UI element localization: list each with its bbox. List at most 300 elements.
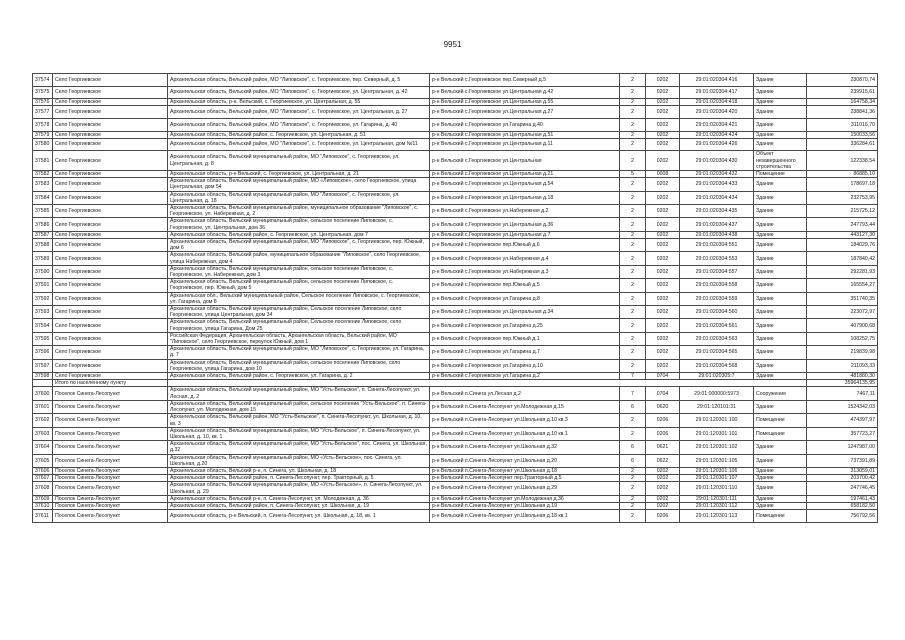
address-cell: Архангельская область, Вельский р-н, п. Синега-Лесопункт, ул. Молодежная, д. 36 [168, 495, 430, 502]
short-address-cell: р-н Вельский с.Георгиевское пер.Южный д.6 [430, 239, 620, 252]
row-number: 37590 [33, 265, 53, 278]
cadastral-value-cell: 108252,75 [807, 332, 878, 345]
address-cell: Архангельская область, Вельский район, МО "Липовское", с. Георгиевское, пер. Северный, д. 5 [168, 74, 430, 87]
row-number: 37605 [33, 454, 53, 467]
cadastral-value-cell: 481880,30 [807, 373, 878, 380]
cadastral-number-cell: 29:01:120301:106 [680, 467, 754, 474]
group-code-cell: 2 [620, 332, 646, 345]
cadastral-number-cell: 29:01:020304:559 [680, 292, 754, 305]
cadastral-value-cell: 351740,35 [807, 292, 878, 305]
object-type-cell: Здание [754, 265, 807, 278]
row-number: 37593 [33, 306, 53, 319]
address-cell: Архангельская область, р-н Вельский, п. Синега-Лесопункт, ул. Школьная, д. 18, кв. 1 [168, 510, 430, 523]
object-type-cell: Здание [754, 454, 807, 467]
table-row [33, 467, 878, 474]
address-cell: Архангельская область, Вельский район, МО "Усть-Вельское", п. Синега-Лесопункт, ул. Школьная, д. 10, кв. 3 [168, 414, 430, 427]
cadastral-number-cell: 29:01:000000:5973 [680, 387, 754, 400]
cadastral-number-cell: 29:01:120301:102 [680, 441, 754, 454]
cadastral-number-cell: 29:01:120101:31 [680, 400, 754, 413]
subtotal-label: Итого по населенному пункту [53, 380, 168, 387]
group-code-cell: 2 [620, 482, 646, 495]
settlement-cell: Поселок Синега-Лесопункт [53, 475, 168, 482]
table-row [33, 441, 878, 454]
settlement-cell: Село Георгиевское [53, 359, 168, 372]
settlement-cell: Село Георгиевское [53, 279, 168, 292]
cadastral-value-cell: 756792,56 [807, 510, 878, 523]
table-row [33, 239, 878, 252]
row-number: 37585 [33, 205, 53, 218]
object-type-cell: Здание [754, 131, 807, 138]
address-cell: Архангельская область, Вельский муниципальный район, МО "Усть-Вельское", п. Синега-Лесопункт, ул. Школьная, д. 10, кв. 1 [168, 427, 430, 440]
address-cell: Архангельская область, Вельский район, п. Синега-Лесопункт, ул. Школьная, д. 19 [168, 502, 430, 509]
table-row [33, 151, 878, 171]
object-type-cell: Здание [754, 178, 807, 191]
type-code-cell: 0202 [646, 467, 680, 474]
cadastral-value-cell: 223072,97 [807, 306, 878, 319]
settlement-cell: Село Георгиевское [53, 118, 168, 131]
address-cell: Архангельская область, Вельский муниципальный район, МО "Усть-Вельское", п. Синега-Лесопункт, ул. Лесная, д. 2 [168, 387, 430, 400]
short-address-cell: р-н Вельский с.Георгиевское ул.Центральная д.54 [430, 178, 620, 191]
settlement-cell: Село Георгиевское [53, 265, 168, 278]
cadastral-value-cell: 474397,97 [807, 414, 878, 427]
group-code-cell: 2 [620, 427, 646, 440]
settlement-cell: Село Георгиевское [53, 231, 168, 238]
object-type-cell: Здание [754, 279, 807, 292]
short-address-cell: р-н Вельский с.Георгиевское пер.Южный д.1 [430, 332, 620, 345]
type-code-cell: 0704 [646, 373, 680, 380]
table-row [33, 454, 878, 467]
type-code-cell: 0202 [646, 319, 680, 332]
short-address-cell: р-н Вельский с.Георгиевское ул.Набережная д.2 [430, 205, 620, 218]
row-number: 37576 [33, 99, 53, 106]
address-cell: Архангельская область, Вельский муниципальный район, МО «Липовское», село Георгиевское, улица Центральная, дом 54 [168, 178, 430, 191]
object-type-cell: Здание [754, 106, 807, 119]
cadastral-number-cell: 29:01:020304:560 [680, 306, 754, 319]
table-row [33, 131, 878, 138]
type-code-cell: 0621 [646, 441, 680, 454]
group-code-cell: 2 [620, 99, 646, 106]
table-row [33, 346, 878, 359]
object-type-cell: Здание [754, 292, 807, 305]
object-type-cell: Здание [754, 359, 807, 372]
group-code-cell: 2 [620, 151, 646, 171]
address-cell: Архангельская область, Вельский муниципальный район, МО "Липовское", с. Георгиевское, пер. Южный, дом 6 [168, 239, 430, 252]
cadastral-value-cell: 211093,33 [807, 359, 878, 372]
short-address-cell: р-н Вельский п.Синега-Лесопункт ул.Школьная д.19 [430, 502, 620, 509]
cadastral-value-cell: 178697,18 [807, 178, 878, 191]
type-code-cell: 0622 [646, 454, 680, 467]
short-address-cell: р-н Вельский с.Георгиевское ул.Центральная д.55 [430, 99, 620, 106]
registry-table [32, 73, 878, 523]
cadastral-value-cell: 658182,50 [807, 502, 878, 509]
settlement-cell: Поселок Синега-Лесопункт [53, 427, 168, 440]
group-code-cell: 2 [620, 306, 646, 319]
type-code-cell: 0202 [646, 106, 680, 119]
short-address-cell: р-н Вельский с.Георгиевское ул.Гагарина д.40 [430, 118, 620, 131]
row-number: 37588 [33, 239, 53, 252]
short-address-cell: р-н Вельский п.Синега-Лесопункт ул.Школьная д.10 кв.1 [430, 427, 620, 440]
table-row [33, 373, 878, 380]
address-cell: Архангельская область, Вельский муниципальный район, сельское поселение Липовское, с. Георгиевское, ул. Центральная, дом 36 [168, 218, 430, 231]
cadastral-number-cell: 29:01:020304:421 [680, 118, 754, 131]
row-number: 37596 [33, 346, 53, 359]
table-row [33, 178, 878, 191]
group-code-cell: 6 [620, 441, 646, 454]
type-code-cell: 0202 [646, 205, 680, 218]
table-row [33, 482, 878, 495]
table-row [33, 265, 878, 278]
group-code-cell: 2 [620, 218, 646, 231]
row-number: 37589 [33, 252, 53, 265]
cadastral-number-cell: 29:01:120301:100 [680, 414, 754, 427]
settlement-cell: Село Георгиевское [53, 106, 168, 119]
type-code-cell: 0202 [646, 191, 680, 204]
group-code-cell: 2 [620, 239, 646, 252]
cadastral-value-cell: 292281,93 [807, 265, 878, 278]
address-cell: Архангельская область, Вельский район, с. Георгиевское, ул. Гагарина, д. 2 [168, 373, 430, 380]
cadastral-number-cell: 29:01:020304:434 [680, 191, 754, 204]
table-row [33, 400, 878, 413]
row-number: 37601 [33, 400, 53, 413]
object-type-cell: Здание [754, 400, 807, 413]
row-number: 37581 [33, 151, 53, 171]
address-cell: Архангельская область, Вельский район, с. Георгиевское, ул. Центральная, дом 7 [168, 231, 430, 238]
table-row [33, 292, 878, 305]
row-number: 37606 [33, 467, 53, 474]
type-code-cell: 0704 [646, 387, 680, 400]
table-row [33, 118, 878, 131]
group-code-cell: 2 [620, 279, 646, 292]
address-cell: Архангельская область, Вельский муниципальный район, МО "Липовское", с. Георгиевское, ул. Центральная, д. 8 [168, 151, 430, 171]
type-code-cell: 0202 [646, 346, 680, 359]
settlement-cell: Село Георгиевское [53, 86, 168, 99]
object-type-cell: Здание [754, 86, 807, 99]
cadastral-number-cell: 29:01:020304:424 [680, 131, 754, 138]
row-number: 37579 [33, 131, 53, 138]
cadastral-number-cell: 29:01:020304:430 [680, 151, 754, 171]
short-address-cell: р-н Вельский с.Георгиевское ул.Гагарина д.2 [430, 373, 620, 380]
short-address-cell: р-н Вельский с.Георгиевское ул.Набережная д.3 [430, 265, 620, 278]
short-address-cell: р-н Вельский п.Синега-Лесопункт ул.Молодежная д.15 [430, 400, 620, 413]
cadastral-number-cell: 29:01:020304:417 [680, 86, 754, 99]
row-number: 37594 [33, 319, 53, 332]
address-cell: Архангельская область, Вельский муниципальный район, сельское поселение Липовское, село Георгиевское, улица Гагарина, дом 10 [168, 359, 430, 372]
group-code-cell: 2 [620, 131, 646, 138]
group-code-cell: 2 [620, 191, 646, 204]
cadastral-number-cell: 29:01:020304:553 [680, 252, 754, 265]
cadastral-number-cell: 29:01:020304:416 [680, 74, 754, 87]
cadastral-number-cell: 29:01:020304:557 [680, 265, 754, 278]
row-number: 37598 [33, 373, 53, 380]
type-code-cell: 0202 [646, 306, 680, 319]
cadastral-value-cell: 203700,42 [807, 475, 878, 482]
cadastral-number-cell: 29:01:020304:432 [680, 170, 754, 177]
type-code-cell: 0202 [646, 292, 680, 305]
table-row [33, 86, 878, 99]
object-type-cell: Объект незавершенного строительства [754, 151, 807, 171]
table-row [33, 170, 878, 177]
address-cell: Архангельская область, Вельский муниципальный район, МО "Липовское", с. Георгиевское, ул. Центральная, д. 18 [168, 191, 430, 204]
settlement-cell: Село Георгиевское [53, 191, 168, 204]
cadastral-value-cell: 1247987,00 [807, 441, 878, 454]
settlement-cell: Поселок Синега-Лесопункт [53, 467, 168, 474]
group-code-cell: 2 [620, 502, 646, 509]
type-code-cell: 0202 [646, 231, 680, 238]
cadastral-value-cell: 238841,36 [807, 106, 878, 119]
cadastral-number-cell: 29:01:020304:420 [680, 106, 754, 119]
settlement-cell: Поселок Синега-Лесопункт [53, 510, 168, 523]
address-cell: Архангельская область, р-н Вельский, с. Георгиевское, ул. Центральная, д. 21 [168, 170, 430, 177]
object-type-cell: Помещение [754, 170, 807, 177]
cadastral-value-cell: 1524342,03 [807, 400, 878, 413]
short-address-cell: р-н Вельский с.Георгиевское ул.Гагарина д.7 [430, 346, 620, 359]
group-code-cell: 7 [620, 373, 646, 380]
cadastral-value-cell: 247793,44 [807, 218, 878, 231]
object-type-cell: Здание [754, 373, 807, 380]
type-code-cell: 0202 [646, 99, 680, 106]
object-type-cell: Сооружение [754, 387, 807, 400]
group-code-cell: 2 [620, 510, 646, 523]
row-number: 37595 [33, 332, 53, 345]
row-number: 37604 [33, 441, 53, 454]
settlement-cell: Село Георгиевское [53, 292, 168, 305]
table-row [33, 495, 878, 502]
object-type-cell: Здание [754, 475, 807, 482]
object-type-cell: Здание [754, 319, 807, 332]
row-number: 37611 [33, 510, 53, 523]
cadastral-number-cell: 29:01:020304:565 [680, 346, 754, 359]
address-cell: Архангельская область, Вельский муниципальный район, МО «Усть-Вельское», п. Синега-Лесопункт, ул. Школьная, д. 29 [168, 482, 430, 495]
object-type-cell: Здание [754, 218, 807, 231]
row-number: 37607 [33, 475, 53, 482]
row-number: 37577 [33, 106, 53, 119]
object-type-cell: Помещение [754, 510, 807, 523]
cadastral-value-cell: 184029,76 [807, 239, 878, 252]
cadastral-number-cell: 29:01:020304:437 [680, 218, 754, 231]
settlement-cell: Село Георгиевское [53, 131, 168, 138]
address-cell: Архангельская область, р-н. Вельский, с. Георгиевское, ул. Центральная, д. 55 [168, 99, 430, 106]
cadastral-number-cell: 29:01:120301:107 [680, 475, 754, 482]
object-type-cell: Здание [754, 482, 807, 495]
table-row [33, 319, 878, 332]
cadastral-number-cell: 29:01:120301:112 [680, 502, 754, 509]
row-number: 37597 [33, 359, 53, 372]
table-row [33, 387, 878, 400]
address-cell: Архангельская область, Вельский муниципальный район, Сельское поселение Липовское, село Георгиевское, улица Центральная, дом 34 [168, 306, 430, 319]
short-address-cell: р-н Вельский с.Георгиевское ул.Центральная д.42 [430, 86, 620, 99]
row-number: 37587 [33, 231, 53, 238]
group-code-cell: 2 [620, 178, 646, 191]
address-cell: Архангельская область, Вельский муниципальный район, МО "Усть-Вельское", пос. Синега, ул. Школьная, д.32 [168, 441, 430, 454]
settlement-cell: Село Георгиевское [53, 74, 168, 87]
table-row [33, 99, 878, 106]
settlement-cell: Село Георгиевское [53, 252, 168, 265]
type-code-cell: 0620 [646, 400, 680, 413]
short-address-cell: р-н Вельский с.Георгиевское ул.Гагарина д.10 [430, 359, 620, 372]
address-cell: Архангельская область, Вельский район, МО "Липовское", с. Георгиевское, ул. Центральная, д. 42 [168, 86, 430, 99]
group-code-cell: 2 [620, 495, 646, 502]
settlement-cell: Поселок Синега-Лесопункт [53, 400, 168, 413]
group-code-cell: 2 [620, 252, 646, 265]
group-code-cell: 6 [620, 400, 646, 413]
settlement-cell: Село Георгиевское [53, 306, 168, 319]
cadastral-value-cell: 357723,27 [807, 427, 878, 440]
cadastral-number-cell: 29:01:020304:426 [680, 138, 754, 151]
type-code-cell: 0202 [646, 359, 680, 372]
cadastral-value-cell: 247746,45 [807, 482, 878, 495]
address-cell: Архангельская область, Вельский муниципальный район, сельское поселение Липовское, с. Георгиевское, пер. Южный, дом 5 [168, 279, 430, 292]
group-code-cell: 2 [620, 346, 646, 359]
row-number: 37609 [33, 495, 53, 502]
table-row [33, 359, 878, 372]
type-code-cell: 0202 [646, 178, 680, 191]
object-type-cell: Здание [754, 306, 807, 319]
settlement-cell: Село Георгиевское [53, 178, 168, 191]
short-address-cell: р-н Вельский п.Синега-Лесопункт пер.Тракторный д.5 [430, 475, 620, 482]
cadastral-number-cell: 29:01:020304:568 [680, 359, 754, 372]
table-row [33, 218, 878, 231]
table-row [33, 74, 878, 87]
object-type-cell: Здание [754, 205, 807, 218]
cadastral-number-cell: 29:01:020304:435 [680, 205, 754, 218]
settlement-cell: Село Георгиевское [53, 239, 168, 252]
row-number: 37602 [33, 414, 53, 427]
table-row [33, 231, 878, 238]
type-code-cell: 0202 [646, 475, 680, 482]
settlement-cell: Поселок Синега-Лесопункт [53, 495, 168, 502]
address-cell: Архангельская область, Вельский муниципальный район, МО «Усть-Вельское», пос. Синега, ул. Школьная, д.20 [168, 454, 430, 467]
short-address-cell: р-н Вельский с.Георгиевское пер.Южный д.5 [430, 279, 620, 292]
short-address-cell: р-н Вельский п.Синега-Лесопункт ул.Школьная д.18 кв.1 [430, 510, 620, 523]
address-cell: Архангельская область, Вельский муниципальный район, сельское поселение "Усть-Вельское", п. Синега-Лесопункт, ул. Молодежная, дом 15 [168, 400, 430, 413]
type-code-cell: 0206 [646, 427, 680, 440]
row-number: 37591 [33, 279, 53, 292]
short-address-cell: р-н Вельский п.Синега-Лесопункт ул.Школьная д.29 [430, 482, 620, 495]
cadastral-number-cell: 29:01:120301:111 [680, 495, 754, 502]
short-address-cell: р-н Вельский с.Георгиевское ул.Центральная д.27 [430, 106, 620, 119]
row-number: 37580 [33, 138, 53, 151]
type-code-cell: 0202 [646, 279, 680, 292]
type-code-cell: 0202 [646, 151, 680, 171]
cadastral-number-cell: 29:01:020304:433 [680, 178, 754, 191]
cadastral-value-cell: 232753,95 [807, 191, 878, 204]
settlement-cell: Село Георгиевское [53, 319, 168, 332]
settlement-cell: Поселок Синега-Лесопункт [53, 387, 168, 400]
settlement-cell: Село Георгиевское [53, 373, 168, 380]
row-number: 37600 [33, 387, 53, 400]
settlement-cell: Село Георгиевское [53, 205, 168, 218]
object-type-cell: Помещение [754, 427, 807, 440]
short-address-cell: р-н Вельский п.Синега ул.Лесная д.2 [430, 387, 620, 400]
object-type-cell: Здание [754, 346, 807, 359]
cadastral-value-cell: 239915,61 [807, 86, 878, 99]
address-cell: Архангельская область, Вельский район, п. Синега-Лесопункт, пер. Тракторный, д. 5 [168, 475, 430, 482]
table-row [33, 279, 878, 292]
cadastral-value-cell: 165554,27 [807, 279, 878, 292]
settlement-cell: Село Георгиевское [53, 218, 168, 231]
row-number: 37578 [33, 118, 53, 131]
page-number: 9951 [443, 40, 462, 49]
table-row [33, 475, 878, 482]
table-row [33, 138, 878, 151]
cadastral-value-cell: 336284,61 [807, 138, 878, 151]
table-row [33, 205, 878, 218]
address-cell: Архангельская область, Вельский р-н, п. Синега, ул. Школьная, д. 18 [168, 467, 430, 474]
settlement-cell: Поселок Синега-Лесопункт [53, 414, 168, 427]
type-code-cell: 0202 [646, 265, 680, 278]
object-type-cell: Здание [754, 138, 807, 151]
cadastral-number-cell: 29:01:120301:113 [680, 510, 754, 523]
short-address-cell: р-н Вельский с.Георгиевское ул.Центральная д.11 [430, 138, 620, 151]
cadastral-value-cell: 230870,74 [807, 74, 878, 87]
type-code-cell: 0202 [646, 332, 680, 345]
cadastral-value-cell: 443127,30 [807, 231, 878, 238]
object-type-cell: Помещение [754, 414, 807, 427]
subtotal-value: 35964135,95 [807, 380, 878, 387]
type-code-cell: 0202 [646, 138, 680, 151]
cadastral-value-cell: 150033,56 [807, 131, 878, 138]
object-type-cell: Здание [754, 118, 807, 131]
cadastral-value-cell: 313059,01 [807, 467, 878, 474]
group-code-cell: 2 [620, 118, 646, 131]
table-row [33, 252, 878, 265]
address-cell: Архангельская область, Вельский район, муниципальное образование "Липовское", село Георгиевское, улица Набережная, дом 4 [168, 252, 430, 265]
address-cell: Архангельская область, Вельский муниципальный район, МО "Липовское", с. Георгиевское, ул. Гагарина, д. 7 [168, 346, 430, 359]
short-address-cell: р-н Вельский с.Георгиевское пер.Северный д.5 [430, 74, 620, 87]
short-address-cell: р-н Вельский с.Георгиевское ул.Центральная [430, 151, 620, 171]
short-address-cell: р-н Вельский с.Георгиевское ул.Центральная д.7 [430, 231, 620, 238]
short-address-cell: р-н Вельский с.Георгиевское ул.Центральная д.51 [430, 131, 620, 138]
short-address-cell: р-н Вельский с.Георгиевское ул.Гагарина д.25 [430, 319, 620, 332]
cadastral-value-cell: 407900,68 [807, 319, 878, 332]
cadastral-number-cell: 29:01:020304:561 [680, 319, 754, 332]
row-number: 37608 [33, 482, 53, 495]
short-address-cell: р-н Вельский п.Синега-Лесопункт ул.Школьная д.20 [430, 454, 620, 467]
cadastral-value-cell: 215725,12 [807, 205, 878, 218]
subtotal-empty-cell [33, 380, 53, 387]
group-code-cell: 2 [620, 359, 646, 372]
group-code-cell: 2 [620, 231, 646, 238]
group-code-cell: 2 [620, 106, 646, 119]
short-address-cell: р-н Вельский п.Синега-Лесопункт ул.Молодежная д.36 [430, 495, 620, 502]
address-cell: Архангельская область, Вельский район, с. Георгиевское, ул. Центральная, д. 51 [168, 131, 430, 138]
group-code-cell: 2 [620, 475, 646, 482]
group-code-cell: 2 [620, 467, 646, 474]
cadastral-number-cell: 29:01:020304:551 [680, 239, 754, 252]
cadastral-value-cell: 187840,42 [807, 252, 878, 265]
group-code-cell: 7 [620, 387, 646, 400]
cadastral-value-cell: 197461,43 [807, 495, 878, 502]
settlement-cell: Село Георгиевское [53, 138, 168, 151]
cadastral-number-cell: 29:01:020304:558 [680, 279, 754, 292]
table-row [33, 502, 878, 509]
row-number: 37583 [33, 178, 53, 191]
group-code-cell: 2 [620, 414, 646, 427]
group-code-cell: 2 [620, 292, 646, 305]
settlement-cell: Село Георгиевское [53, 99, 168, 106]
cadastral-number-cell: 29:01:020304:418 [680, 99, 754, 106]
cadastral-number-cell: 29:01:120301:101 [680, 427, 754, 440]
short-address-cell: р-н Вельский с.Георгиевское ул.Набережная д.4 [430, 252, 620, 265]
address-cell: Архангельская область, Вельский район, МО "Липовское", с. Георгиевское, ул. Центральная, д. 27 [168, 106, 430, 119]
type-code-cell: 0202 [646, 131, 680, 138]
object-type-cell: Здание [754, 99, 807, 106]
row-number: 37603 [33, 427, 53, 440]
cadastral-value-cell: 7467,11 [807, 387, 878, 400]
settlement-cell: Поселок Синега-Лесопункт [53, 441, 168, 454]
settlement-cell: Село Георгиевское [53, 346, 168, 359]
row-number: 37582 [33, 170, 53, 177]
